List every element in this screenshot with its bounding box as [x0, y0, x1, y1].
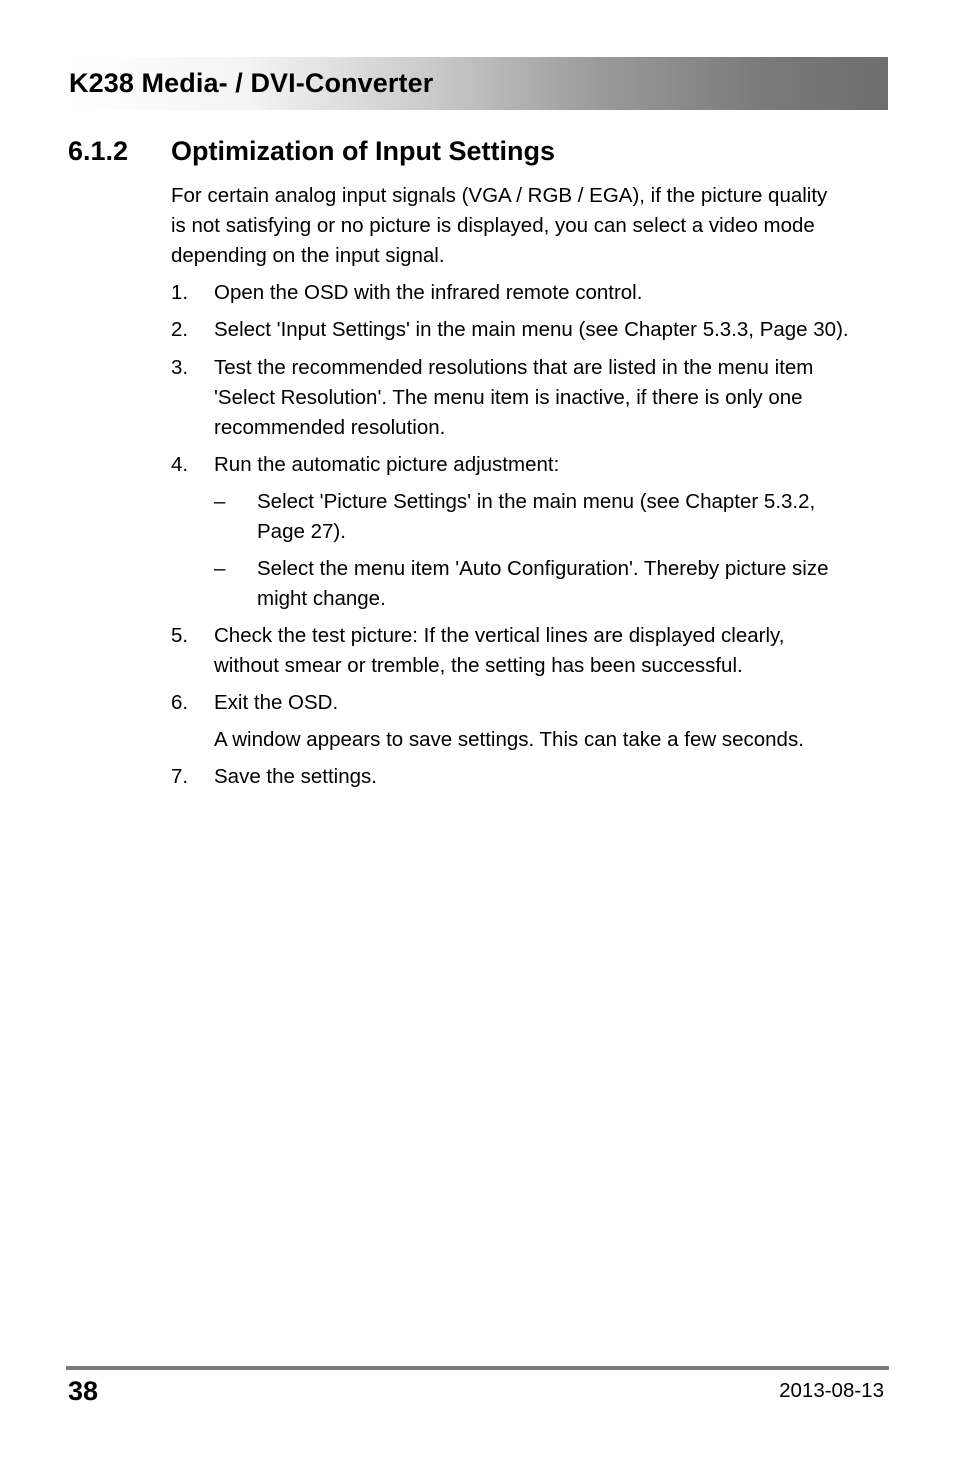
- intro-line: For certain analog input signals (VGA / RGB / EGA), if the picture quality: [171, 184, 828, 207]
- substep-line: might change.: [257, 587, 386, 610]
- substep-marker: –: [214, 557, 226, 580]
- step-text: [214, 762, 377, 792]
- step-line: Test the recommended resolutions that are listed in the menu item: [214, 356, 814, 379]
- intro-line: depending on the input signal.: [171, 244, 445, 267]
- step-line: 'Select Resolution'. The menu item is inactive, if there is only one: [214, 386, 803, 409]
- step-text: [214, 353, 813, 443]
- substep-line: Select 'Picture Settings' in the main menu (see Chapter 5.3.2,: [257, 490, 816, 513]
- substep-line: Select the menu item 'Auto Configuration'. Thereby picture size: [257, 557, 829, 580]
- substep-marker: –: [214, 490, 226, 513]
- step-line: Check the test picture: If the vertical lines are displayed clearly,: [214, 624, 785, 647]
- step-note: A window appears to save settings. This can take a few seconds.: [214, 728, 804, 751]
- footer-rule: [66, 1366, 889, 1370]
- section-number: 6.1.2: [68, 136, 129, 166]
- step-line: Open the OSD with the infrared remote control.: [214, 281, 643, 304]
- footer-date: 2013-08-13: [779, 1379, 884, 1402]
- step-text: [214, 450, 559, 480]
- step-number: 3.: [171, 356, 189, 379]
- document-title: K238 Media- / DVI-Converter: [69, 68, 434, 98]
- step-text: [214, 621, 784, 681]
- intro-line: is not satisfying or no picture is displayed, you can select a video mode: [171, 214, 815, 237]
- substep-line: Page 27).: [257, 520, 346, 543]
- step-line: Exit the OSD.: [214, 691, 339, 714]
- step-number: 1.: [171, 281, 189, 304]
- step-text: [214, 278, 642, 308]
- step-line: recommended resolution.: [214, 416, 446, 439]
- step-text: [214, 315, 849, 345]
- step-text: [214, 688, 338, 718]
- section-heading: [68, 136, 555, 167]
- step-number: 5.: [171, 624, 189, 647]
- step-line: without smear or tremble, the setting has been successful.: [214, 654, 743, 677]
- section-title: Optimization of Input Settings: [171, 136, 555, 166]
- step-line: Save the settings.: [214, 765, 377, 788]
- intro-paragraph: [171, 181, 827, 271]
- substep-text: [257, 554, 829, 614]
- step-line: Select 'Input Settings' in the main menu (see Chapter 5.3.3, Page 30).: [214, 318, 849, 341]
- step-number: 4.: [171, 453, 189, 476]
- page-number: 38: [68, 1376, 99, 1406]
- step-line: Run the automatic picture adjustment:: [214, 453, 560, 476]
- header-band: [66, 57, 888, 110]
- step-number: 2.: [171, 318, 189, 341]
- substep-text: [257, 487, 815, 547]
- step-number: 6.: [171, 691, 189, 714]
- step-number: 7.: [171, 765, 189, 788]
